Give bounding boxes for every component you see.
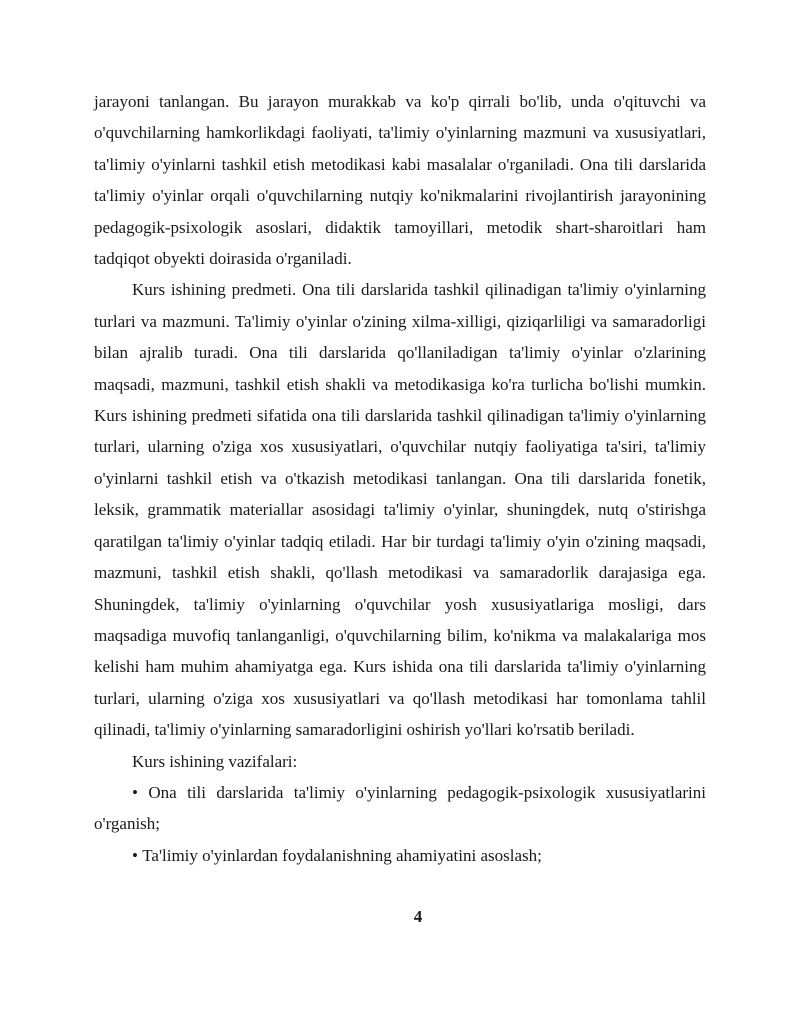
task-list-item: • Ona tili darslarida ta'limiy o'yinlarning pedagogik-psixologik xususiyatlarini o'rganish; bbox=[94, 777, 706, 840]
body-paragraph-object: jarayoni tanlangan. Bu jarayon murakkab va ko'p qirrali bo'lib, unda o'qituvchi va o'quvchilarning hamkorlikdagi faoliyati, ta'limiy o'yinlarning mazmuni va xususiyatlari, ta'limiy o'yinlarni tashkil etish metodikasi kabi masalalar o'rganiladi. Ona tili darslarida ta'limiy o'yinlar orqali o'quvchilarning nutqiy ko'nikmalarini rivojlantirish jarayonining pedagogik-psixologik asoslari, didaktik tamoyillari, metodik shart-sharoitlari ham tadqiqot obyekti doirasida o'rganiladi. bbox=[94, 92, 706, 269]
page-number: 4 bbox=[413, 907, 423, 926]
tasks-heading: Kurs ishining vazifalari: bbox=[132, 751, 298, 771]
document-page bbox=[94, 86, 706, 871]
task-list-item: • Ta'limiy o'yinlardan foydalanishning ahamiyatini asoslash; bbox=[94, 840, 706, 871]
body-paragraph-subject: Kurs ishining predmeti. Ona tili darslarida tashkil qilinadigan ta'limiy o'yinlarning turlari va mazmuni. Ta'limiy o'yinlar o'zining xilma-xilligi, qiziqarliligi va samaradorligi bilan ajralib turadi. Ona tili darslarida qo'llaniladigan ta'limiy o'yinlar o'zlarining maqsadi, mazmuni, tashkil etish shakli va metodikasiga ko'ra turlicha bo'lishi mumkin. Kurs ishining predmeti sifatida ona tili darslarida tashkil qilinadigan ta'limiy o'yinlarning turlari, ularning o'ziga xos xususiyatlari, o'quvchilar nutqiy faoliyatiga ta'siri, ta'limiy o'yinlarni tashkil etish va o'tkazish metodikasi tanlangan. Ona tili darslarida fonetik, leksik, grammatik materiallar asosidagi ta'limiy o'yinlar, shuningdek, nutq o'stirishga qaratilgan ta'limiy o'yinlar tadqiq etiladi. Har bir turdagi ta'limiy o'yin o'zining maqsadi, mazmuni, tashkil etish shakli, qo'llash metodikasi va samaradorlik darajasiga ega. Shuningdek, ta'limiy o'yinlarning o'quvchilar yosh xususiyatlariga mosligi, dars maqsadiga muvofiq tanlanganligi, o'quvchilarning bilim, ko'nikma va malakalariga mos kelishi ham muhim ahamiyatga ega. Kurs ishida ona tili darslarida ta'limiy o'yinlarning turlari, ularning o'ziga xos xususiyatlari va qo'llash metodikasi har tomonlama tahlil qilinadi, ta'limiy o'yinlarning samaradorligini oshirish yo'llari ko'rsatib beriladi. bbox=[94, 280, 706, 740]
